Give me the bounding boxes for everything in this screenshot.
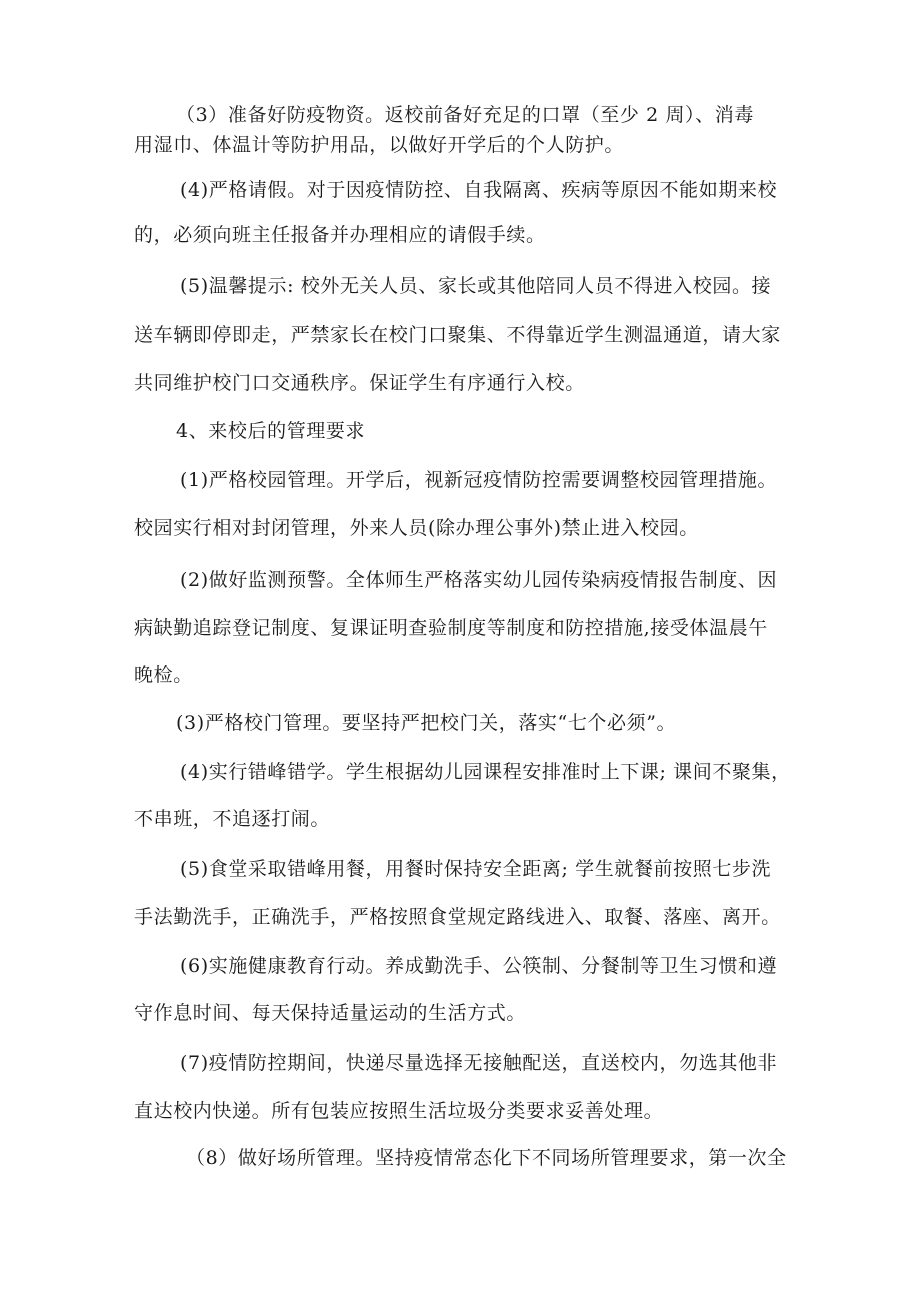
text-line: 晚检。 (134, 664, 193, 686)
text-line: (5)温馨提示: 校外无关人员、家长或其他陪同人员不得进入校园。接 (180, 275, 772, 297)
text-line: (4)严格请假。对于因疫情防控、自我隔离、疾病等原因不能如期来校 (180, 179, 778, 201)
text-line: 手法勤洗手，正确洗手，严格按照食堂规定路线进入、取餐、落座、离开。 (134, 906, 781, 928)
section-heading: 4、来校后的管理要求 (176, 420, 366, 442)
text-line: (7)疫情防控期间，快递尽量选择无接触配送，直送校内，勿选其他非 (180, 1052, 778, 1074)
text-line: (4)实行错峰错学。学生根据幼儿园课程安排准时上下课; 课间不聚集， (180, 761, 791, 783)
text-line: (5)食堂采取错峰用餐，用餐时保持安全距离; 学生就餐前按照七步洗 (180, 858, 772, 880)
text-line: 守作息时间、每天保持适量运动的生活方式。 (134, 1002, 527, 1024)
text-line: (1)严格校园管理。开学后，视新冠疫情防控需要调整校园管理措施。 (180, 469, 778, 491)
text-line: 病缺勤追踪登记制度、复课证明查验制度等制度和防控措施,接受体温晨午 (134, 617, 768, 639)
text-line: (6)实施健康教育行动。养成勤洗手、公筷制、分餐制等卫生习惯和遵 (180, 955, 778, 977)
text-line: 直达校内快递。所有包装应按照生活垃圾分类要求妥善处理。 (134, 1100, 664, 1122)
text-line: 用湿巾、体温计等防护用品，以做好开学后的个人防护。 (134, 134, 625, 156)
text-line: (2)做好监测预警。全体师生严格落实幼儿园传染病疫情报告制度、因 (180, 569, 778, 591)
text-line: 送车辆即停即走，严禁家长在校门口聚集、不得靠近学生测温通道，请大家 (134, 324, 781, 346)
text-line: 共同维护校门口交通秩序。保证学生有序通行入校。 (134, 372, 585, 394)
text-line: （3）准备好防疫物资。返校前备好充足的口罩（至少 2 周）、消毒 (176, 104, 754, 126)
text-line: 不串班，不追逐打闹。 (134, 808, 331, 830)
text-line: 校园实行相对封闭管理，外来人员(除办理公事外)禁止进入校园。 (134, 517, 699, 539)
text-line: (3)严格校门管理。要坚持严把校门关，落实“七个必须”。 (176, 712, 677, 734)
text-line: （8）做好场所管理。坚持疫情常态化下不同场所管理要求，第一次全 (186, 1147, 787, 1169)
text-line: 的，必须向班主任报备并办理相应的请假手续。 (134, 224, 546, 246)
